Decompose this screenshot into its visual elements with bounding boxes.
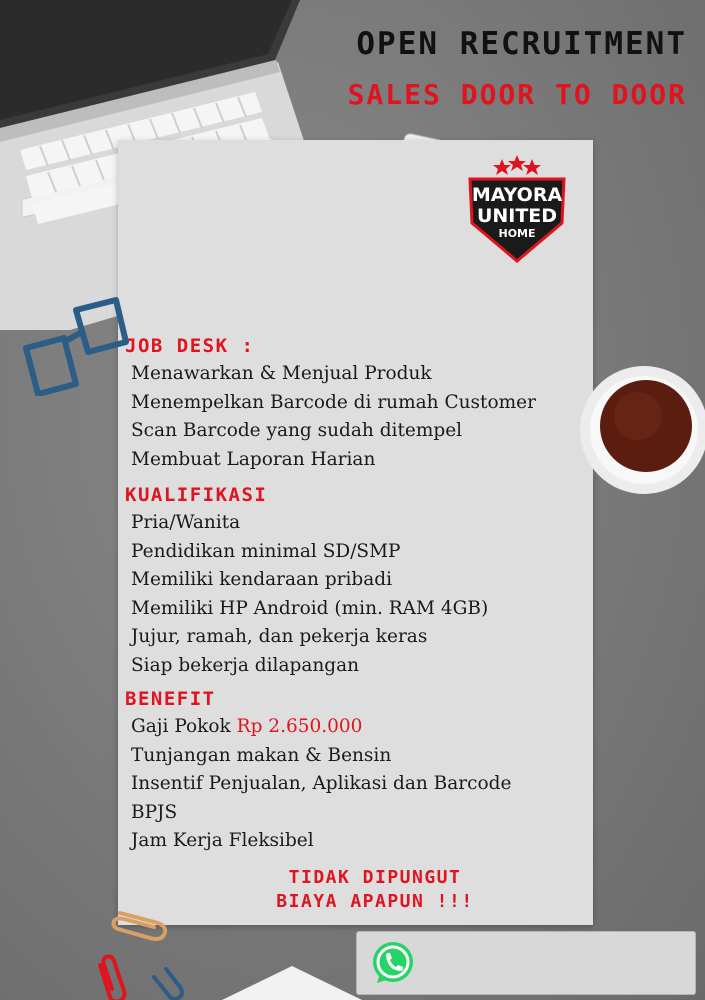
logo-line1: MAYORA [471,184,563,206]
benefit-heading: BENEFIT [125,688,216,710]
glasses-illustration [20,296,130,396]
list-item: Tunjangan makan & Bensin [131,744,392,766]
free-of-charge-notice [255,866,495,914]
list-item: Menawarkan & Menjual Produk [131,363,432,384]
mayora-united-home-logo [462,155,572,265]
whatsapp-icon[interactable] [369,939,417,987]
list-item: Jujur, ramah, dan pekerja keras [131,626,428,648]
list-item: Menempelkan Barcode di rumah Customer [131,391,536,413]
notice-line1: TIDAK DIPUNGUT [288,867,462,888]
notice-line2: BIAYA APAPUN !!! [276,891,474,912]
kualifikasi-list [131,509,488,681]
coffee-cup-illustration [576,362,705,497]
job-desk-list [131,360,536,474]
list-item: Jam Kerja Fleksibel [131,830,314,852]
salary-label: Gaji Pokok [131,716,231,737]
paper-clips-illustration [70,905,230,1000]
page-title: OPEN RECRUITMENT [356,26,687,62]
contact-bar [356,931,696,995]
list-item: Insentif Penjualan, Aplikasi dan Barcode [131,773,512,795]
logo-line2: UNITED [476,205,558,227]
page-subtitle: SALES DOOR TO DOOR [347,78,687,111]
salary-value: Rp 2.650.000 [236,716,363,737]
list-item: BPJS [131,801,178,823]
job-desk-heading: JOB DESK : [125,335,255,357]
list-item: Memiliki kendaraan pribadi [131,569,393,591]
logo-line3: HOME [498,227,536,240]
kualifikasi-heading: KUALIFIKASI [125,484,268,506]
list-item: Scan Barcode yang sudah ditempel [131,420,463,442]
list-item: Siap bekerja dilapangan [131,654,360,676]
benefit-list [131,713,511,856]
list-item: Pendidikan minimal SD/SMP [131,540,401,562]
list-item: Membuat Laporan Harian [131,448,376,470]
list-item: Memiliki HP Android (min. RAM 4GB) [131,597,489,619]
salary-item [131,713,511,742]
paper-corner-illustration [222,962,362,1000]
list-item: Pria/Wanita [131,512,241,533]
